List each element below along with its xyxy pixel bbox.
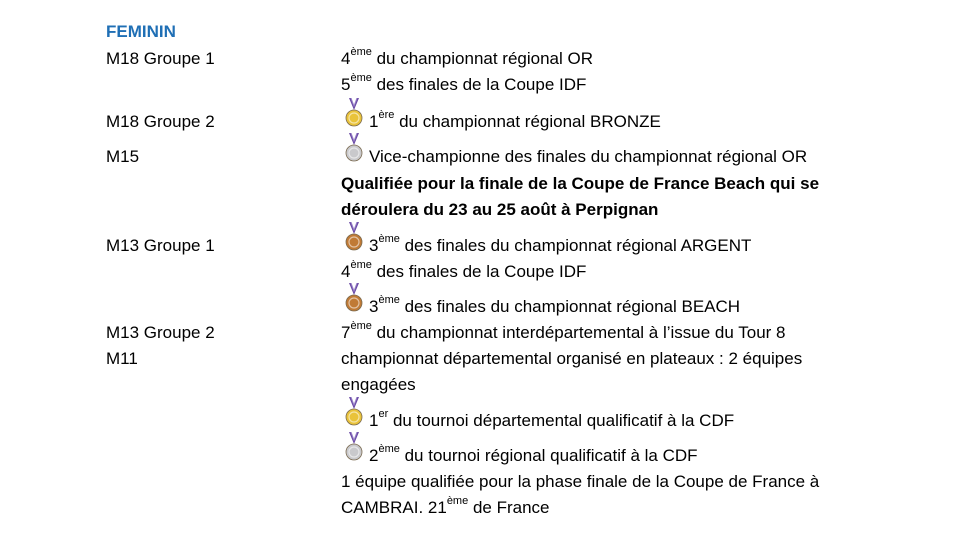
result-line: 1 équipe qualifiée pour la phase finale de la Coupe de France à xyxy=(341,472,820,491)
result-line: 3ème des finales du championnat régional ARGENT xyxy=(346,236,751,256)
category-m18-groupe-2: M18 Groupe 2 xyxy=(106,112,215,131)
gold-medal-icon xyxy=(345,98,363,132)
gold-medal-icon xyxy=(345,397,363,431)
result-line: 5ème des finales de la Coupe IDF xyxy=(341,72,587,94)
result-line: 4ème des finales de la Coupe IDF xyxy=(341,259,587,281)
section-heading: FEMININ xyxy=(106,22,176,41)
bronze-medal-icon xyxy=(345,222,363,256)
result-line: Vice-championne des finales du championnat régional OR xyxy=(346,147,807,167)
result-line-bold: Qualifiée pour la finale de la Coupe de France Beach qui se xyxy=(341,174,820,193)
bronze-medal-icon xyxy=(345,283,363,317)
result-line: 1ère du championnat régional BRONZE xyxy=(346,112,661,132)
result-line: 4ème du championnat régional OR xyxy=(341,46,594,68)
result-line-bold: déroulera du 23 au 25 août à Perpignan xyxy=(341,200,659,219)
category-m13-groupe-2: M13 Groupe 2 xyxy=(106,323,215,342)
result-line: engagées xyxy=(341,375,416,394)
result-line: 3ème des finales du championnat régional BEACH xyxy=(346,297,740,317)
category-m13-groupe-1: M13 Groupe 1 xyxy=(106,236,215,255)
category-m18-groupe-1: M18 Groupe 1 xyxy=(106,49,215,68)
silver-medal-icon xyxy=(345,133,363,167)
silver-medal-icon xyxy=(345,432,363,466)
result-line: 7ème du championnat interdépartemental à l’issue du Tour 8 xyxy=(341,320,786,342)
result-line: 1er du tournoi départemental qualificatif à la CDF xyxy=(346,411,734,431)
category-m11: M11 xyxy=(106,349,138,368)
result-line: 2ème du tournoi régional qualificatif à la CDF xyxy=(346,446,698,466)
category-m15: M15 xyxy=(106,147,140,166)
result-line: CAMBRAI. 21ème de France xyxy=(341,495,550,517)
result-line: championnat départemental organisé en plateaux : 2 équipes xyxy=(341,349,803,368)
